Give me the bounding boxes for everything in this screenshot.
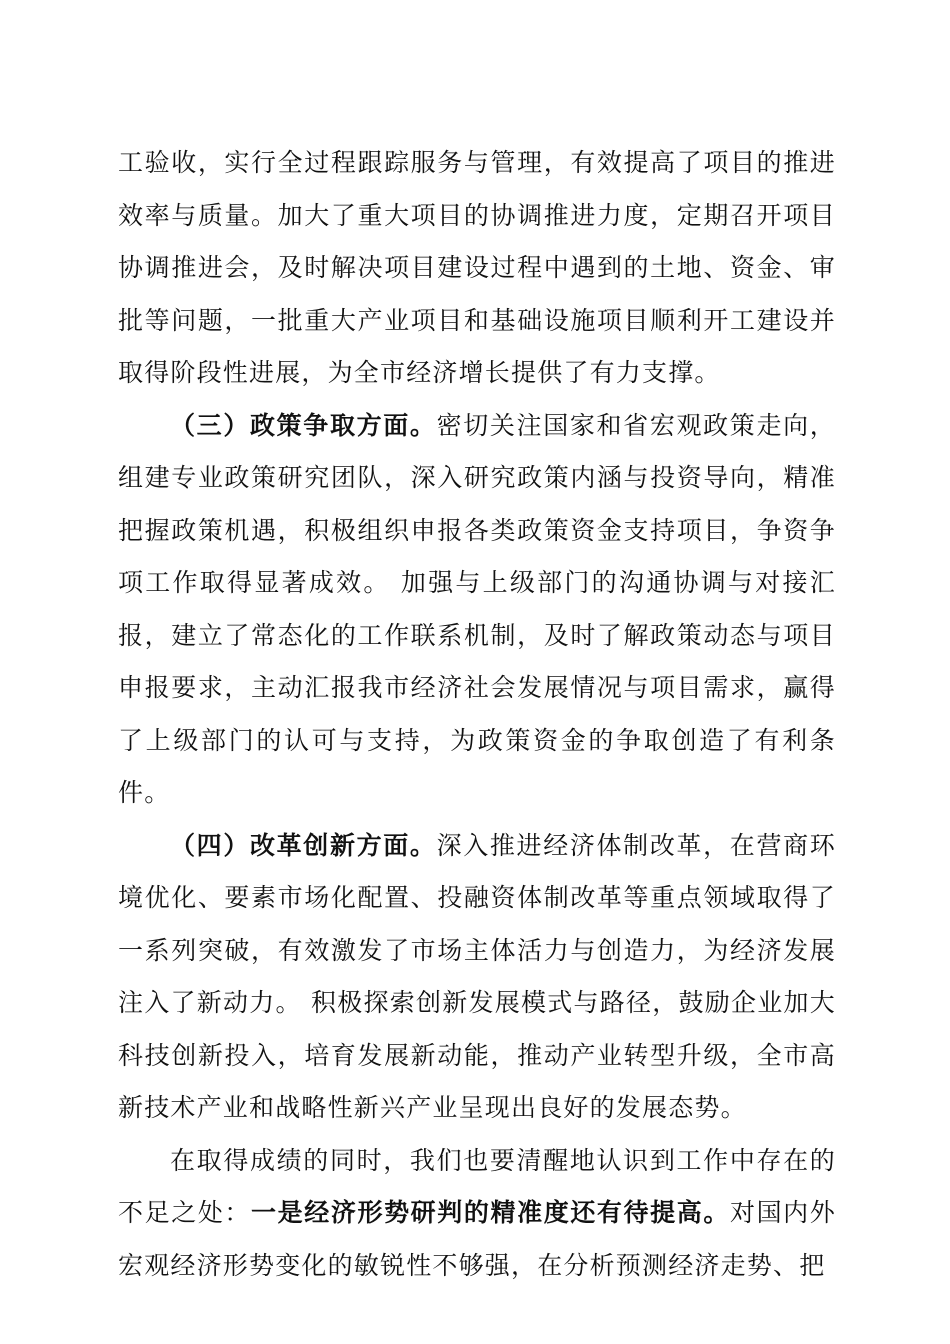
paragraph-text: 密切关注国家和省宏观政策走向，组建专业政策研究团队，深入研究政策内涵与投资导向，精准把握政策机遇，积极组织申报各类政策资金支持项目，争资争项工作取得显著成效。 加强与上级部门的沟通协调与对接汇报，建立了常态化的工作联系机制，及时了解政策动态与项目申报要求，主动汇报我市经济社会发展情况与项目需求，赢得了上级部门的认可与支持，为政策资金的争取创造了有利条件。 xyxy=(118,410,836,807)
section-heading-reform: （四）改革创新方面。 xyxy=(170,830,437,860)
paragraph-text: 深入推进经济体制改革，在营商环境优化、要素市场化配置、投融资体制改革等重点领域取得了一系列突破，有效激发了市场主体活力与创造力，为经济发展注入了新动力。 积极探索创新发展模式与路径，鼓励企业加大科技创新投入，培育发展新动能，推动产业转型升级，全市高新技术产业和战略性新兴产业呈现出良好的发展态势。 xyxy=(118,830,836,1122)
paragraph-text: 工验收，实行全过程跟踪服务与管理，有效提高了项目的推进效率与质量。加大了重大项目的协调推进力度，定期召开项目协调推进会，及时解决项目建设过程中遇到的土地、资金、审批等问题，一批重大产业项目和基础设施项目顺利开工建设并取得阶段性进展，为全市经济增长提供了有力支撑。 xyxy=(118,148,836,387)
paragraph-project-continuation xyxy=(118,137,836,400)
document-body xyxy=(118,137,836,1292)
section-heading-policy: （三）政策争取方面。 xyxy=(170,410,437,440)
paragraph-reform-innovation xyxy=(118,820,836,1135)
paragraph-text: 对国内外宏观经济形势变化的敏锐性不够强，在分析预测经济走势、把 xyxy=(118,1198,836,1280)
paragraph-policy-acquisition xyxy=(118,400,836,820)
paragraph-shortcomings xyxy=(118,1135,836,1293)
paragraph-text-intro: 在取得成绩的同时，我们也要清醒地认识到工作中存在的不足之处： xyxy=(118,1145,836,1227)
shortcoming-heading-one: 一是经济形势研判的精准度还有待提高。 xyxy=(251,1198,730,1227)
